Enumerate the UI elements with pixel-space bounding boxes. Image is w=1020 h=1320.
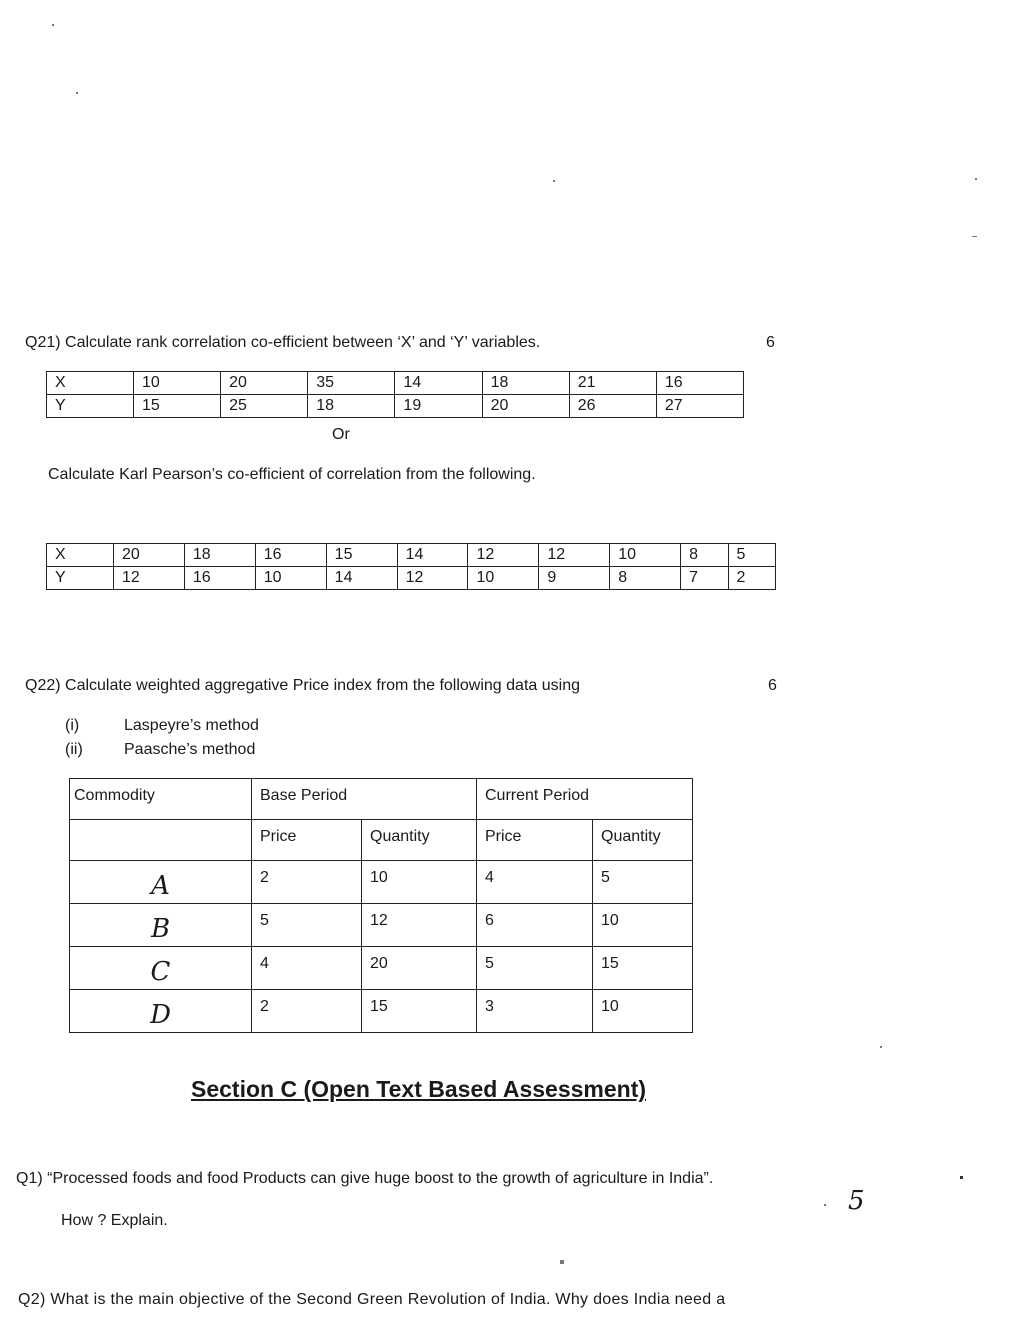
method-number: (ii): [65, 741, 83, 758]
table-cell: Y: [47, 567, 114, 590]
table-cell: 18: [482, 372, 569, 395]
table-cell: 10: [134, 372, 221, 395]
commodity-cell: [70, 947, 252, 990]
table-cell: 8: [681, 544, 728, 567]
commodity-cell: [70, 861, 252, 904]
table-cell: 10: [610, 544, 681, 567]
q21-label: Q21) Calculate rank correlation co-efficient between ‘X’ and ‘Y’ variables.: [25, 334, 541, 351]
table-cell: 20: [362, 947, 477, 990]
base-price-header: Price: [252, 820, 362, 861]
handwritten-letter: D: [150, 1000, 171, 1030]
scan-speck: [972, 236, 977, 237]
table-cell: 16: [184, 567, 255, 590]
table-cell: Y: [47, 395, 134, 418]
table-row: [70, 947, 693, 990]
table-cell: 16: [255, 544, 326, 567]
table-cell: 3: [477, 990, 593, 1033]
table-row: [70, 990, 693, 1033]
table-cell: 10: [593, 990, 693, 1033]
table-cell: 18: [184, 544, 255, 567]
table-cell: 2: [728, 567, 776, 590]
table-cell: 5: [593, 861, 693, 904]
table-cell: 25: [221, 395, 308, 418]
table-row: [47, 395, 744, 418]
table-cell: X: [47, 372, 134, 395]
table-row: [47, 544, 776, 567]
table-cell: 21: [569, 372, 656, 395]
current-period-header: Current Period: [477, 779, 693, 820]
scan-speck: [76, 92, 78, 94]
scan-speck: [975, 178, 977, 180]
table-cell: 10: [593, 904, 693, 947]
section-c-q2: Q2) What is the main objective of the Second Green Revolution of India. Why does India need a: [18, 1291, 726, 1308]
table-cell: 5: [728, 544, 776, 567]
method-number: (i): [65, 717, 80, 734]
table-cell: 6: [477, 904, 593, 947]
handwritten-letter: A: [151, 871, 170, 901]
table-cell: 12: [362, 904, 477, 947]
table-cell: 12: [114, 567, 185, 590]
table-cell: 19: [395, 395, 482, 418]
table-cell: 5: [477, 947, 593, 990]
scan-speck: [880, 1046, 882, 1048]
q21-marks: 6: [766, 334, 775, 351]
q21-alternative-label: Calculate Karl Pearson’s co-efficient of correlation from the following.: [48, 466, 536, 483]
table-row: [47, 372, 744, 395]
table-cell: 5: [252, 904, 362, 947]
table-cell: 2: [252, 990, 362, 1033]
table-cell: 15: [134, 395, 221, 418]
empty-cell: [70, 820, 252, 861]
table-cell: 10: [362, 861, 477, 904]
table-header-row: [70, 779, 693, 820]
table-cell: 12: [397, 567, 468, 590]
table-cell: 4: [477, 861, 593, 904]
table-subheader-row: [70, 820, 693, 861]
commodity-cell: [70, 904, 252, 947]
method-text: Paasche’s method: [124, 741, 256, 758]
table-cell: 20: [482, 395, 569, 418]
table-cell: X: [47, 544, 114, 567]
base-quantity-header: Quantity: [362, 820, 477, 861]
page-number: 5: [848, 1186, 865, 1216]
table-cell: 18: [308, 395, 395, 418]
method-text: Laspeyre’s method: [124, 717, 259, 734]
handwritten-letter: B: [150, 914, 171, 944]
table-cell: 14: [326, 567, 397, 590]
section-c-q1: Q1) “Processed foods and food Products can give huge boost to the growth of agriculture in India”.: [16, 1170, 714, 1187]
table-cell: 15: [326, 544, 397, 567]
current-quantity-header: Quantity: [593, 820, 693, 861]
handwritten-letter: C: [150, 957, 171, 987]
section-c-title: Section C (Open Text Based Assessment): [191, 1076, 647, 1102]
table-cell: 9: [539, 567, 610, 590]
table-cell: 35: [308, 372, 395, 395]
table-cell: 2: [252, 861, 362, 904]
scan-speck: [560, 1260, 564, 1264]
table-cell: 14: [395, 372, 482, 395]
q22-marks: 6: [768, 677, 777, 694]
table-cell: 10: [468, 567, 539, 590]
table-cell: 27: [656, 395, 743, 418]
table-cell: 4: [252, 947, 362, 990]
table-cell: 16: [656, 372, 743, 395]
table-cell: 20: [114, 544, 185, 567]
scan-speck: [960, 1176, 963, 1179]
table-row: [70, 861, 693, 904]
base-period-header: Base Period: [252, 779, 477, 820]
section-c-q1-continued: How ? Explain.: [61, 1212, 168, 1229]
scan-speck: [52, 24, 54, 26]
scan-speck: [553, 180, 555, 182]
or-separator: Or: [332, 426, 350, 443]
price-index-table: [69, 778, 693, 1033]
scan-speck: [824, 1204, 826, 1206]
table-cell: 14: [397, 544, 468, 567]
table-row: [47, 567, 776, 590]
table-cell: 12: [468, 544, 539, 567]
commodity-cell: [70, 990, 252, 1033]
commodity-header: Commodity: [70, 779, 252, 820]
q22-label: Q22) Calculate weighted aggregative Price index from the following data using: [25, 677, 580, 694]
table-row: [70, 904, 693, 947]
table-cell: 7: [681, 567, 728, 590]
current-price-header: Price: [477, 820, 593, 861]
rank-correlation-table: [46, 371, 744, 418]
table-cell: 8: [610, 567, 681, 590]
table-cell: 15: [362, 990, 477, 1033]
karl-pearson-table: [46, 543, 776, 590]
table-cell: 12: [539, 544, 610, 567]
table-cell: 20: [221, 372, 308, 395]
table-cell: 15: [593, 947, 693, 990]
table-cell: 26: [569, 395, 656, 418]
table-cell: 10: [255, 567, 326, 590]
